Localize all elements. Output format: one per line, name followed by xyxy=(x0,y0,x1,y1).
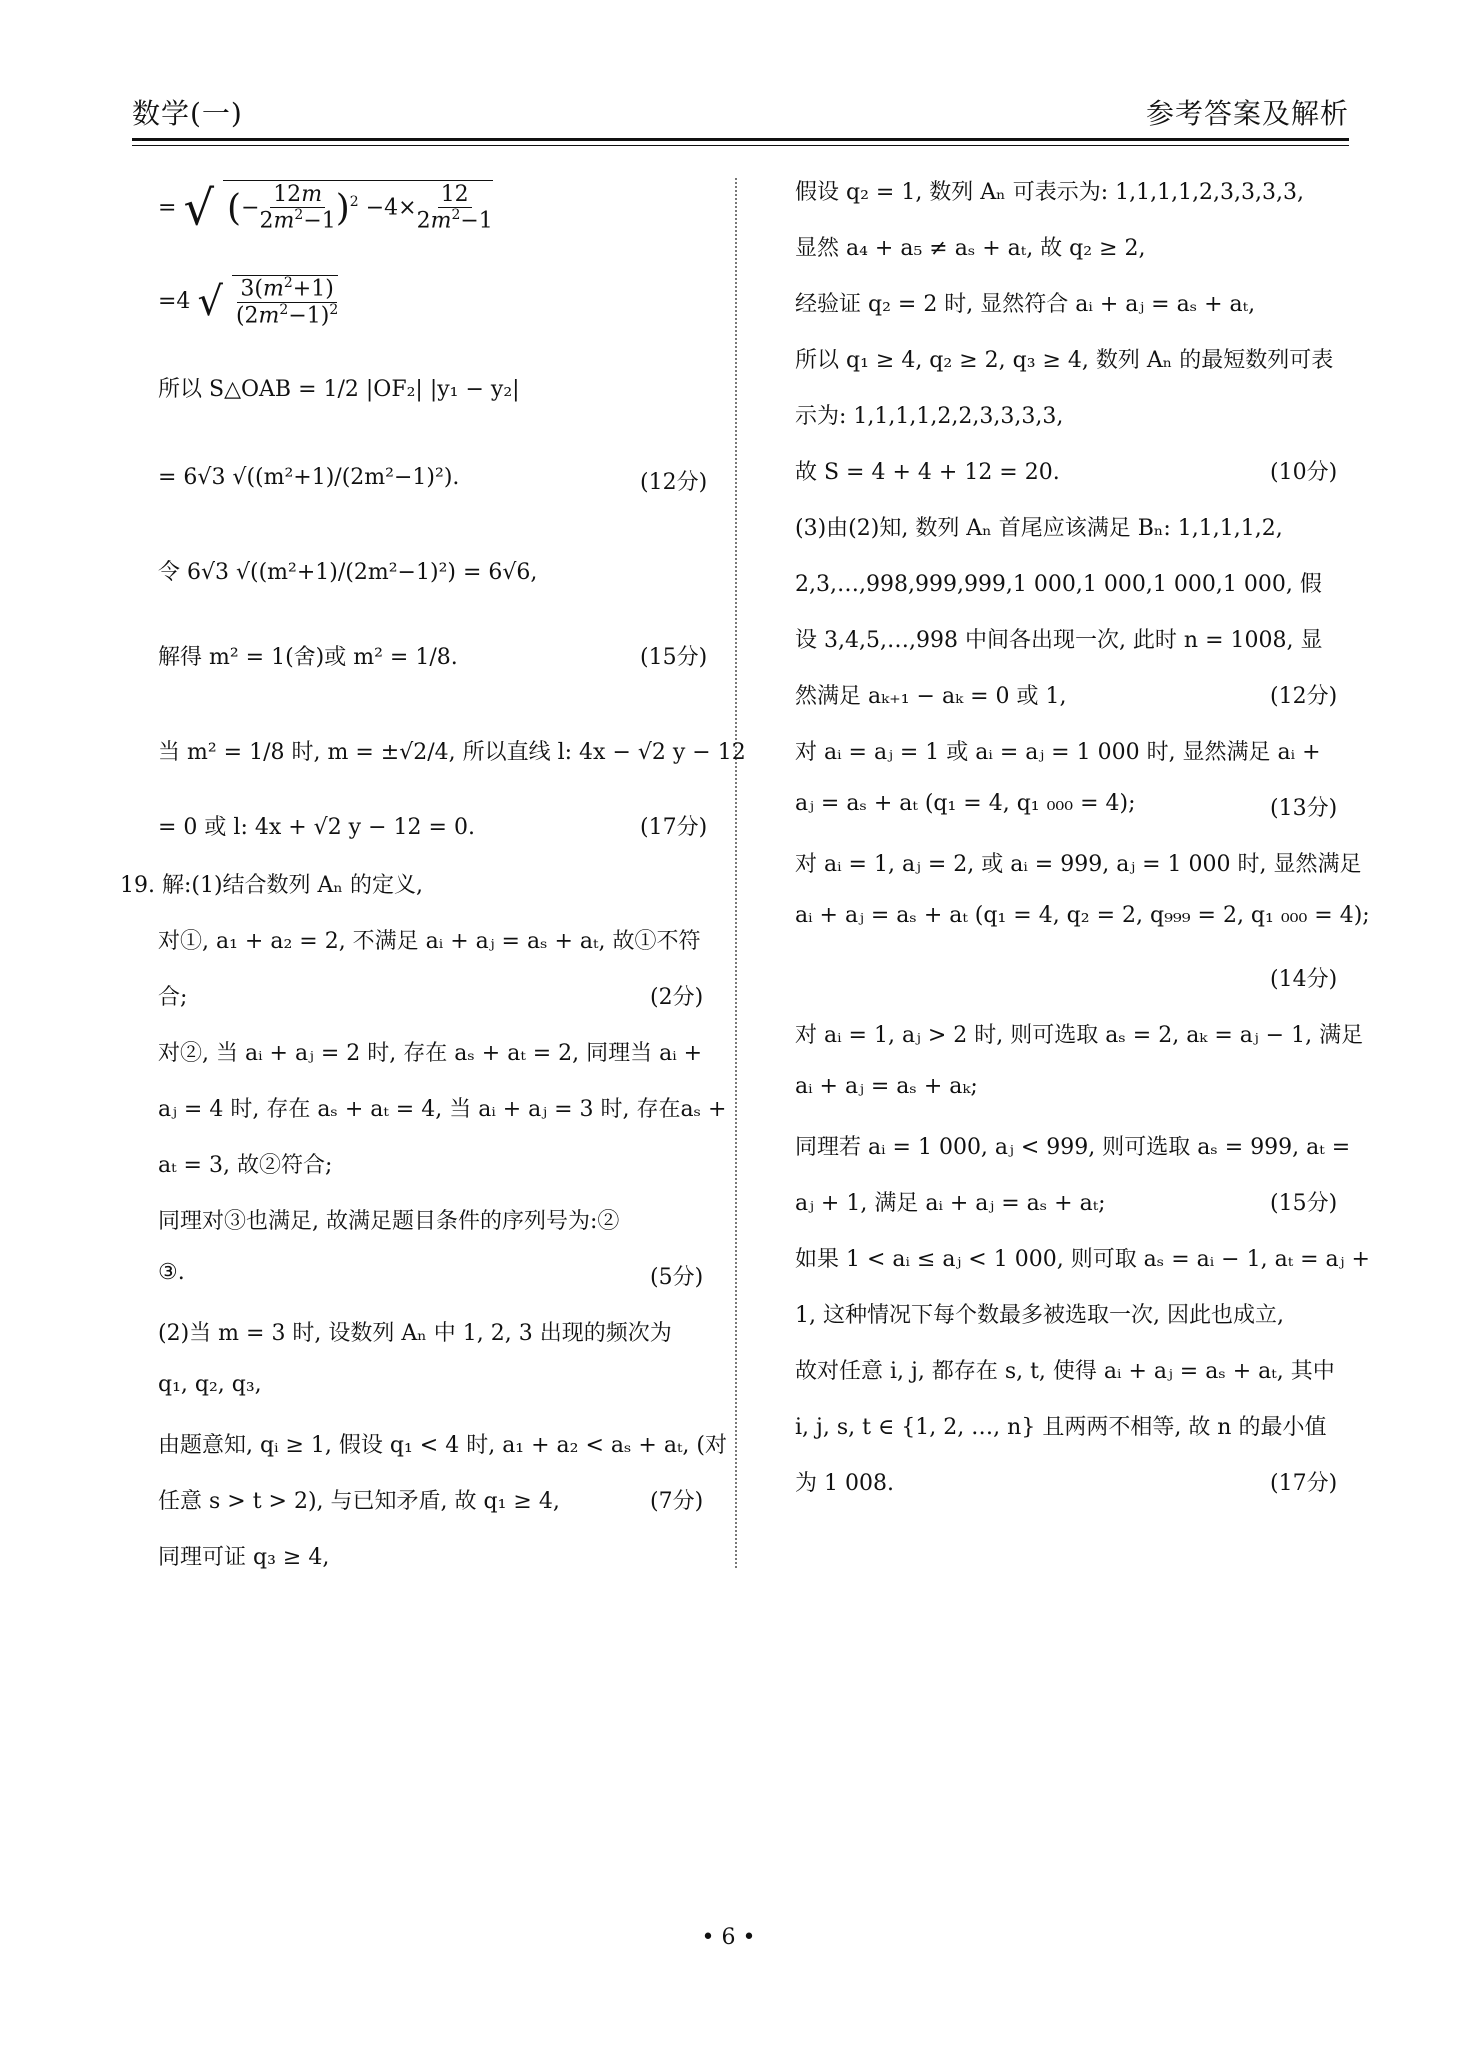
text-line-r20: 如果 1 < aᵢ ≤ aⱼ < 1 000, 则可取 aₛ = aᵢ − 1, aₜ = aⱼ + xyxy=(795,1247,1370,1272)
score-r15: (14分) xyxy=(1270,967,1338,992)
text-line-l4: = 6√3 √((m²+1)/(2m²−1)²). xyxy=(158,465,460,490)
text-line-r17: aᵢ + aⱼ = aₛ + aₖ; xyxy=(795,1074,978,1099)
text-line-l5: 令 6√3 √((m²+1)/(2m²−1)²) = 6√6, xyxy=(158,560,538,585)
score-r10: (12分) xyxy=(1270,684,1338,709)
text-line-p1: 对①, a₁ + a₂ = 2, 不满足 aᵢ + aⱼ = aₛ + aₜ, 故①不符 xyxy=(158,929,701,954)
score-p11: (7分) xyxy=(650,1489,704,1514)
text-line-r13: 对 aᵢ = 1, aⱼ = 2, 或 aᵢ = 999, aⱼ = 1 000 时, 显然满足 xyxy=(795,852,1362,877)
text-line-r3: 经验证 q₂ = 2 时, 显然符合 aᵢ + aⱼ = aₛ + aₜ, xyxy=(795,292,1256,317)
score-l8: (17分) xyxy=(640,815,708,840)
text-line-r7: (3)由(2)知, 数列 Aₙ 首尾应该满足 Bₙ: 1,1,1,1,2, xyxy=(795,516,1283,541)
equation-1: = √ (− $\frac{12m}{2m^2-1}$ )$^2$ −4× $\frac{12}{2m^2-1}$ xyxy=(158,180,493,237)
text-line-r21: 1, 这种情况下每个数最多被选取一次, 因此也成立, xyxy=(795,1303,1284,1328)
column-divider xyxy=(735,178,737,1568)
text-line-r23: i, j, s, t ∈ {1, 2, …, n} 且两两不相等, 故 n 的最小值 xyxy=(795,1415,1327,1440)
score-r6: (10分) xyxy=(1270,460,1338,485)
score-p2: (2分) xyxy=(650,985,704,1010)
score-r19: (15分) xyxy=(1270,1191,1338,1216)
text-line-p3: 对②, 当 aᵢ + aⱼ = 2 时, 存在 aₛ + aₜ = 2, 同理当 aᵢ + xyxy=(158,1041,703,1066)
text-line-p11: 任意 s > t > 2), 与已知矛盾, 故 q₁ ≥ 4, xyxy=(158,1489,560,1514)
text-line-p6: 同理对③也满足, 故满足题目条件的序列号为:② xyxy=(158,1209,620,1234)
question-19-heading: 19. 解:(1)结合数列 Aₙ 的定义, xyxy=(120,873,423,898)
text-line-r22: 故对任意 i, j, 都存在 s, t, 使得 aᵢ + aⱼ = aₛ + aₜ, 其中 xyxy=(795,1359,1335,1384)
text-line-r18: 同理若 aᵢ = 1 000, aⱼ < 999, 则可选取 aₛ = 999, aₜ = xyxy=(795,1135,1351,1160)
text-line-l3: 所以 S△OAB = 1/2 |OF₂| |y₁ − y₂| xyxy=(158,377,520,402)
text-line-r10: 然满足 aₖ₊₁ − aₖ = 0 或 1, xyxy=(795,684,1067,709)
text-line-r4: 所以 q₁ ≥ 4, q₂ ≥ 2, q₃ ≥ 4, 数列 Aₙ 的最短数列可表 xyxy=(795,348,1334,373)
text-line-r11: 对 aᵢ = aⱼ = 1 或 aᵢ = aⱼ = 1 000 时, 显然满足 aᵢ + xyxy=(795,740,1321,765)
text-line-r1: 假设 q₂ = 1, 数列 Aₙ 可表示为: 1,1,1,1,2,3,3,3,3, xyxy=(795,180,1305,205)
text-line-l7: 当 m² = 1/8 时, m = ±√2/4, 所以直线 l: 4x − √2 y − 12 xyxy=(158,740,746,765)
text-line-p4: aⱼ = 4 时, 存在 aₛ + aₜ = 4, 当 aᵢ + aⱼ = 3 时, 存在aₛ + xyxy=(158,1097,727,1122)
header-rule-thin xyxy=(132,145,1349,146)
text-line-r14: aᵢ + aⱼ = aₛ + aₜ (q₁ = 4, q₂ = 2, q₉₉₉ = 2, q₁ ₀₀₀ = 4); xyxy=(795,903,1370,928)
text-line-r19: aⱼ + 1, 满足 aᵢ + aⱼ = aₛ + aₜ; xyxy=(795,1191,1106,1216)
text-line-p2: 合; xyxy=(158,985,188,1010)
text-line-p9: q₁, q₂, q₃, xyxy=(158,1372,262,1397)
text-line-l6: 解得 m² = 1(舍)或 m² = 1/8. xyxy=(158,645,458,670)
header-left: 数学(一) xyxy=(132,97,243,130)
text-line-p8: (2)当 m = 3 时, 设数列 Aₙ 中 1, 2, 3 出现的频次为 xyxy=(158,1321,672,1346)
text-line-l8: = 0 或 l: 4x + √2 y − 12 = 0. xyxy=(158,815,475,840)
text-line-p7: ③. xyxy=(158,1260,185,1285)
text-line-p5: aₜ = 3, 故②符合; xyxy=(158,1153,333,1178)
text-line-r6: 故 S = 4 + 4 + 12 = 20. xyxy=(795,460,1060,485)
score-p7: (5分) xyxy=(650,1265,704,1290)
equation-2: =4 √ $\frac{3(m^2+1)}{(2m^2-1)^2}$ xyxy=(158,275,339,328)
text-line-p12: 同理可证 q₃ ≥ 4, xyxy=(158,1545,330,1570)
score-l4: (12分) xyxy=(640,470,708,495)
text-line-p10: 由题意知, qᵢ ≥ 1, 假设 q₁ < 4 时, a₁ + a₂ < aₛ + aₜ, (对 xyxy=(158,1433,727,1458)
text-line-r24: 为 1 008. xyxy=(795,1471,894,1496)
header-right: 参考答案及解析 xyxy=(1145,97,1349,130)
text-line-r2: 显然 a₄ + a₅ ≠ aₛ + aₜ, 故 q₂ ≥ 2, xyxy=(795,236,1146,261)
text-line-r5: 示为: 1,1,1,1,2,2,3,3,3,3, xyxy=(795,404,1064,429)
text-line-r9: 设 3,4,5,…,998 中间各出现一次, 此时 n = 1008, 显 xyxy=(795,628,1323,653)
text-line-r8: 2,3,…,998,999,999,1 000,1 000,1 000,1 000, 假 xyxy=(795,572,1322,597)
score-l6: (15分) xyxy=(640,645,708,670)
page-number: • 6 • xyxy=(701,1925,756,1950)
header-rule-thick xyxy=(132,138,1349,141)
text-line-r12: aⱼ = aₛ + aₜ (q₁ = 4, q₁ ₀₀₀ = 4); xyxy=(795,791,1136,816)
score-r12: (13分) xyxy=(1270,796,1338,821)
text-line-r16: 对 aᵢ = 1, aⱼ > 2 时, 则可选取 aₛ = 2, aₖ = aⱼ − 1, 满足 xyxy=(795,1023,1364,1048)
score-r24: (17分) xyxy=(1270,1471,1338,1496)
